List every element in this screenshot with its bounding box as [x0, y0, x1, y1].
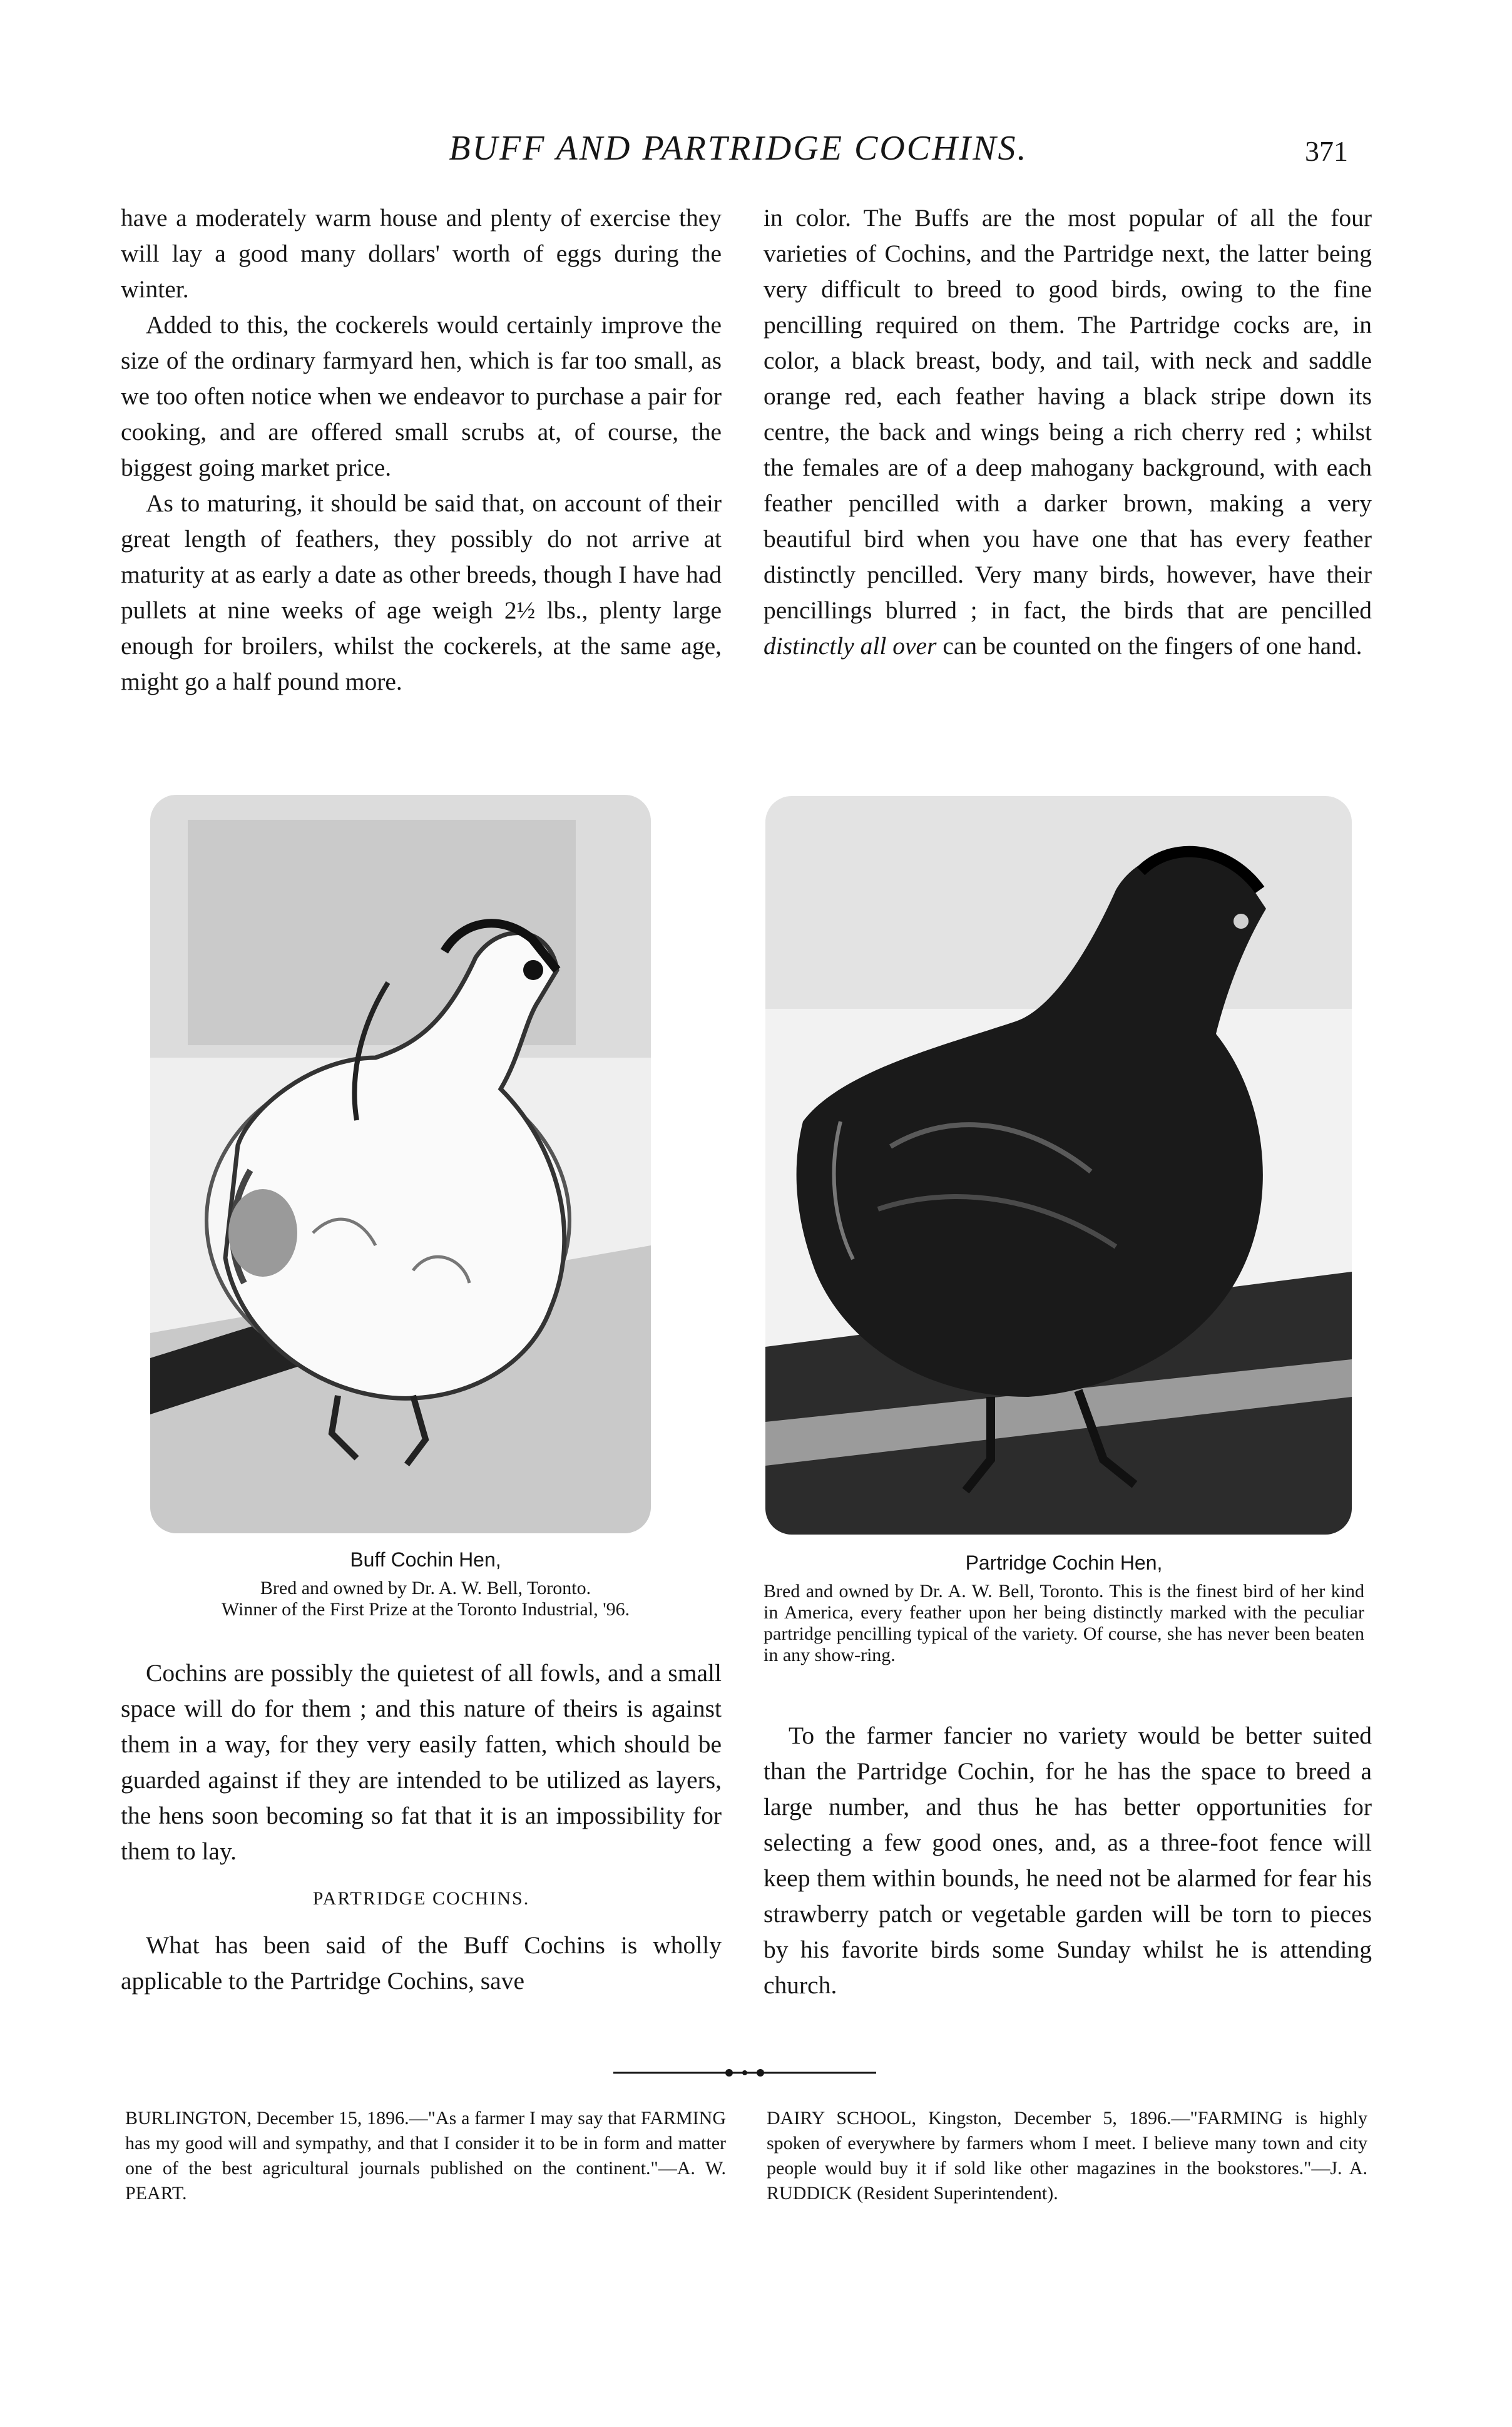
emphasis-text: distinctly all over	[764, 632, 937, 660]
testimonial-text: DAIRY SCHOOL, Kingston, December 5, 1896.—"FARMING is highly spoken of everywhere by farmers whom I meet. I believe many town and city people would buy it if sold like other magazines in the bookstores."—J. A. RUDDICK (Resident Superintendent).	[767, 2108, 1367, 2204]
paragraph: What has been said of the Buff Cochins is wholly applicable to the Partridge Cochins, save	[121, 1931, 722, 1995]
testimonial-right	[767, 2106, 1367, 2206]
paragraph	[764, 200, 1372, 664]
right-column-bottom	[764, 1718, 1372, 2003]
partridge-cochin-hen-photo	[765, 796, 1352, 1535]
caption-line: Winner of the First Prize at the Toronto Industrial, '96.	[221, 1599, 630, 1620]
paragraph-text: in color. The Buffs are the most popular of all the four varieties of Cochins, and the Partridge next, the latter being very difficult to breed to good birds, owing to the fine pencilling required on them. The Partridge cocks are, in color, a black breast, body, and tail, with neck and saddle orange red, each feather having a black stripe down its centre, the back and wings being a rich cherry red ; whilst the females are of a deep mahogany background, with each feather pencilled with a darker brown, making a very beautiful bird when you have one that has every feather distinctly pencilled. Very many birds, however, have their pencillings blurred ; in fact, the birds that are pencilled	[764, 204, 1372, 624]
right-column-top	[764, 200, 1372, 664]
buff-cochin-hen-photo	[150, 795, 651, 1533]
left-column-top	[121, 200, 722, 700]
paragraph: have a moderately warm house and plenty of exercise they will lay a good many dollars' worth of eggs during the winter.	[121, 204, 722, 303]
caption-line: Bred and owned by Dr. A. W. Bell, Toronto.	[260, 1578, 591, 1598]
testimonial-text: BURLINGTON, December 15, 1896.—"As a farmer I may say that FARMING has my good will and sympathy, and that I consider it to be in form and matter one of the best agricultural journals published on the continent."—A. W. PEART.	[125, 2108, 726, 2204]
page-number: 371	[1305, 135, 1348, 167]
section-heading: PARTRIDGE COCHINS.	[312, 1888, 530, 1909]
left-column-bottom	[121, 1655, 722, 1999]
paragraph-text: can be counted on the fingers of one hand.	[936, 632, 1362, 660]
paragraph: Cochins are possibly the quietest of all fowls, and a small space will do for them ; and this nature of theirs is against them in a way, for they very easily fatten, which should be guarded against if they are intended to be utilized as layers, the hens soon becoming so fat that it is an impossibility for them to lay.	[121, 1659, 722, 1865]
paragraph: To the farmer fancier no variety would be better suited than the Partridge Cochin, for he has the space to breed a large number, and thus he has better opportunities for selecting a few good ones, and, as a three-foot fence will keep them within bounds, he need not be alarmed for fear his strawberry patch or vegetable garden will be torn to pieces by his favorite birds some Sunday whilst he is attending church.	[764, 1722, 1372, 1999]
paragraph: Added to this, the cockerels would certainly improve the size of the ordinary farmyard hen, which is far too small, as we too often notice when we endeavor to purchase a pair for cooking, and are offered small scrubs at, of course, the biggest going market price.	[121, 311, 722, 481]
paragraph: As to maturing, it should be said that, on account of their great length of feathers, they possibly do not arrive at maturity at as early a date as other breeds, though I have had pullets at nine weeks of age weigh 2½ lbs., plenty large enough for broilers, whilst the cockerels, at the same age, might go a half pound more.	[121, 489, 722, 695]
caption-body: Bred and owned by Dr. A. W. Bell, Toronto. This is the finest bird of her kind in America, every feather upon her being distinctly marked with the peculiar partridge pencilling typical of the variety. Of course, she has never been beaten in any show-ring.	[764, 1581, 1364, 1665]
caption-title: Buff Cochin Hen,	[350, 1548, 501, 1571]
buff-cochin-caption	[125, 1549, 726, 1620]
partridge-cochin-caption	[764, 1552, 1364, 1666]
testimonial-left	[125, 2106, 726, 2206]
ornamental-divider	[613, 2067, 876, 2079]
running-title: BUFF AND PARTRIDGE COCHINS.	[449, 129, 1028, 168]
caption-title: Partridge Cochin Hen,	[965, 1551, 1163, 1574]
